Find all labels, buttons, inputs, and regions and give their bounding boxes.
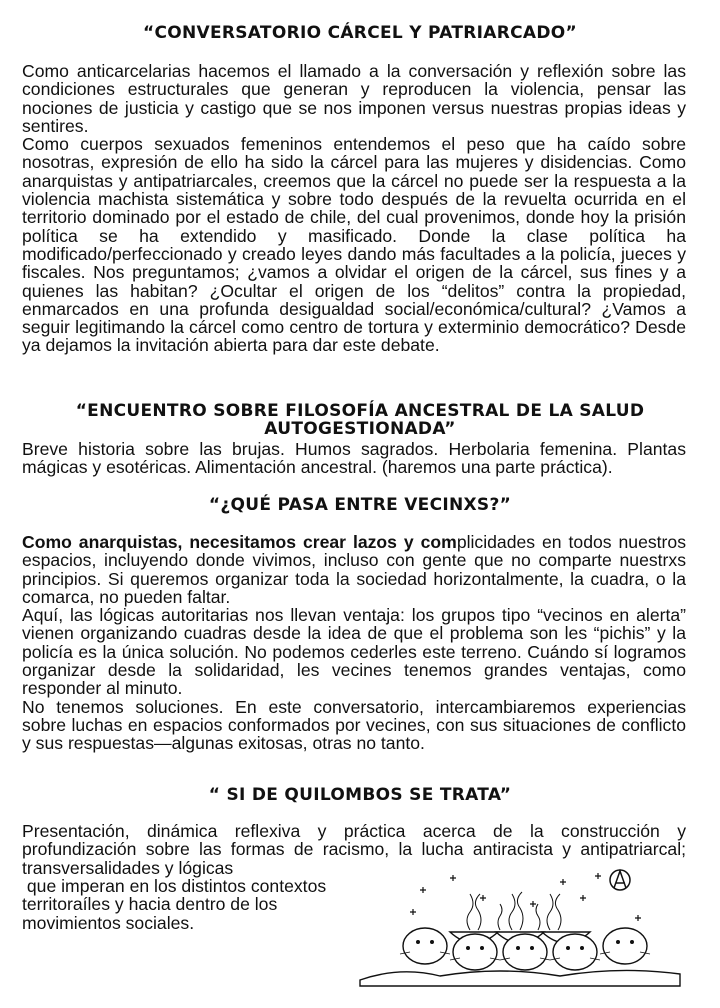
anarchy-a-icon [610,870,630,890]
text-line: que imperan en los distintos contextos [22,876,327,896]
section-title-line: AUTOGESTIONADA” [264,419,456,439]
lead-bold-text: Como anarquistas, necesitamos crear lazos y com [22,532,457,552]
section-title-vecinxs: “¿QUÉ PASA ENTRE VECINXS?” [208,495,512,515]
paragraph: Aquí, las lógicas autoritarias nos llevan ventaja: los grupos tipo “vecinos en alerta” vienen organizando cuadras desde la idea de que el problema son les “pichis” y la policía es la única solución. No podemos cederles este terreno. Cuándo sí logramos organizar desde la solidaridad, les vecines tenemos grandes ventajas, como responder al minuto. [22,605,686,699]
lead-text: plicidades en todos nuestros espacios, incluyendo donde vivimos, incluso con gente que no comparte nuestrxs principios. Si queremos organizar toda la sociedad horizontalmente, la cuadra, o la comarca, no pueden faltar. [22,532,687,607]
seals-cauldron-illustration [350,868,690,988]
paragraph [22,533,686,606]
section-title-carcel: “CONVERSATORIO CÁRCEL Y PATRIARCADO” [142,23,578,43]
paragraph: No tenemos soluciones. En este conversatorio, intercambiaremos experiencias sobre luchas en espacios conformados por vecines, con sus situaciones de conflicto y sus respuestas—algunas exitosas, otras no tanto. [22,696,686,754]
paragraph: Como cuerpos sexuados femeninos entendemos el peso que ha caído sobre nosotras, expresión de ello ha sido la cárcel para las mujeres y disidencias. Como anarquistas y antipatriarcales, creemos que la cárcel no puede ser la respuesta a la violencia machista sistemática y sobre todo después de la revuelta ocurrida en el territorio dominado por el estado de chile, del cual provenimos, donde hoy la prisión política se ha extendido y masificado. Donde la clase política ha modificado/perfeccionado y creado leyes dando más facultades a la policía, jueces y fiscales. Nos preguntamos; ¿vamos a olvidar el origen de la cárcel, sus fines y a quienes las habitan? ¿Ocultar el origen de los “delitos” contra la propiedad, enmarcados en una profunda desigualdad social/económica/cultural? ¿Vamos a seguir legitimando la cárcel como centro de tortura y exterminio democrático? Desde ya dejamos la invitación abierta para dar este debate. [22,134,686,356]
section-body-filosofia [22,440,686,477]
section-body-vecinxs [22,533,686,753]
section-body-quilombos-narrow [22,877,382,932]
paragraph: Presentación, dinámica reflexiva y práctica acerca de la construcción y profundización sobre las formas de racismo, la lucha antiracista y antipatriarcal; transversalidades y lógicas [22,821,686,878]
section-title-line: “ENCUENTRO SOBRE FILOSOFÍA ANCESTRAL DE LA SALUD [75,401,645,421]
paragraph: Breve historia sobre las brujas. Humos sagrados. Herbolaria femenina. Plantas mágicas y esotéricas. Alimentación ancestral. (haremos una parte práctica). [22,439,686,478]
paragraph: Como anticarcelarias hacemos el llamado a la conversación y reflexión sobre las condiciones estructurales que generan y reproducen la violencia, pensar las nociones de justicia y castigo que se nos imponen versus nuestras propias ideas y sentires. [22,61,686,136]
seal-icon [360,928,680,986]
text-line: movimientos sociales. [22,912,195,933]
section-title-quilombos: “ SI DE QUILOMBOS SE TRATA” [208,785,512,805]
star-icon [410,873,641,921]
text-line: territoraíles y hacia dentro de los [22,894,278,915]
section-title-filosofia [0,402,720,438]
section-body-carcel [22,62,686,355]
